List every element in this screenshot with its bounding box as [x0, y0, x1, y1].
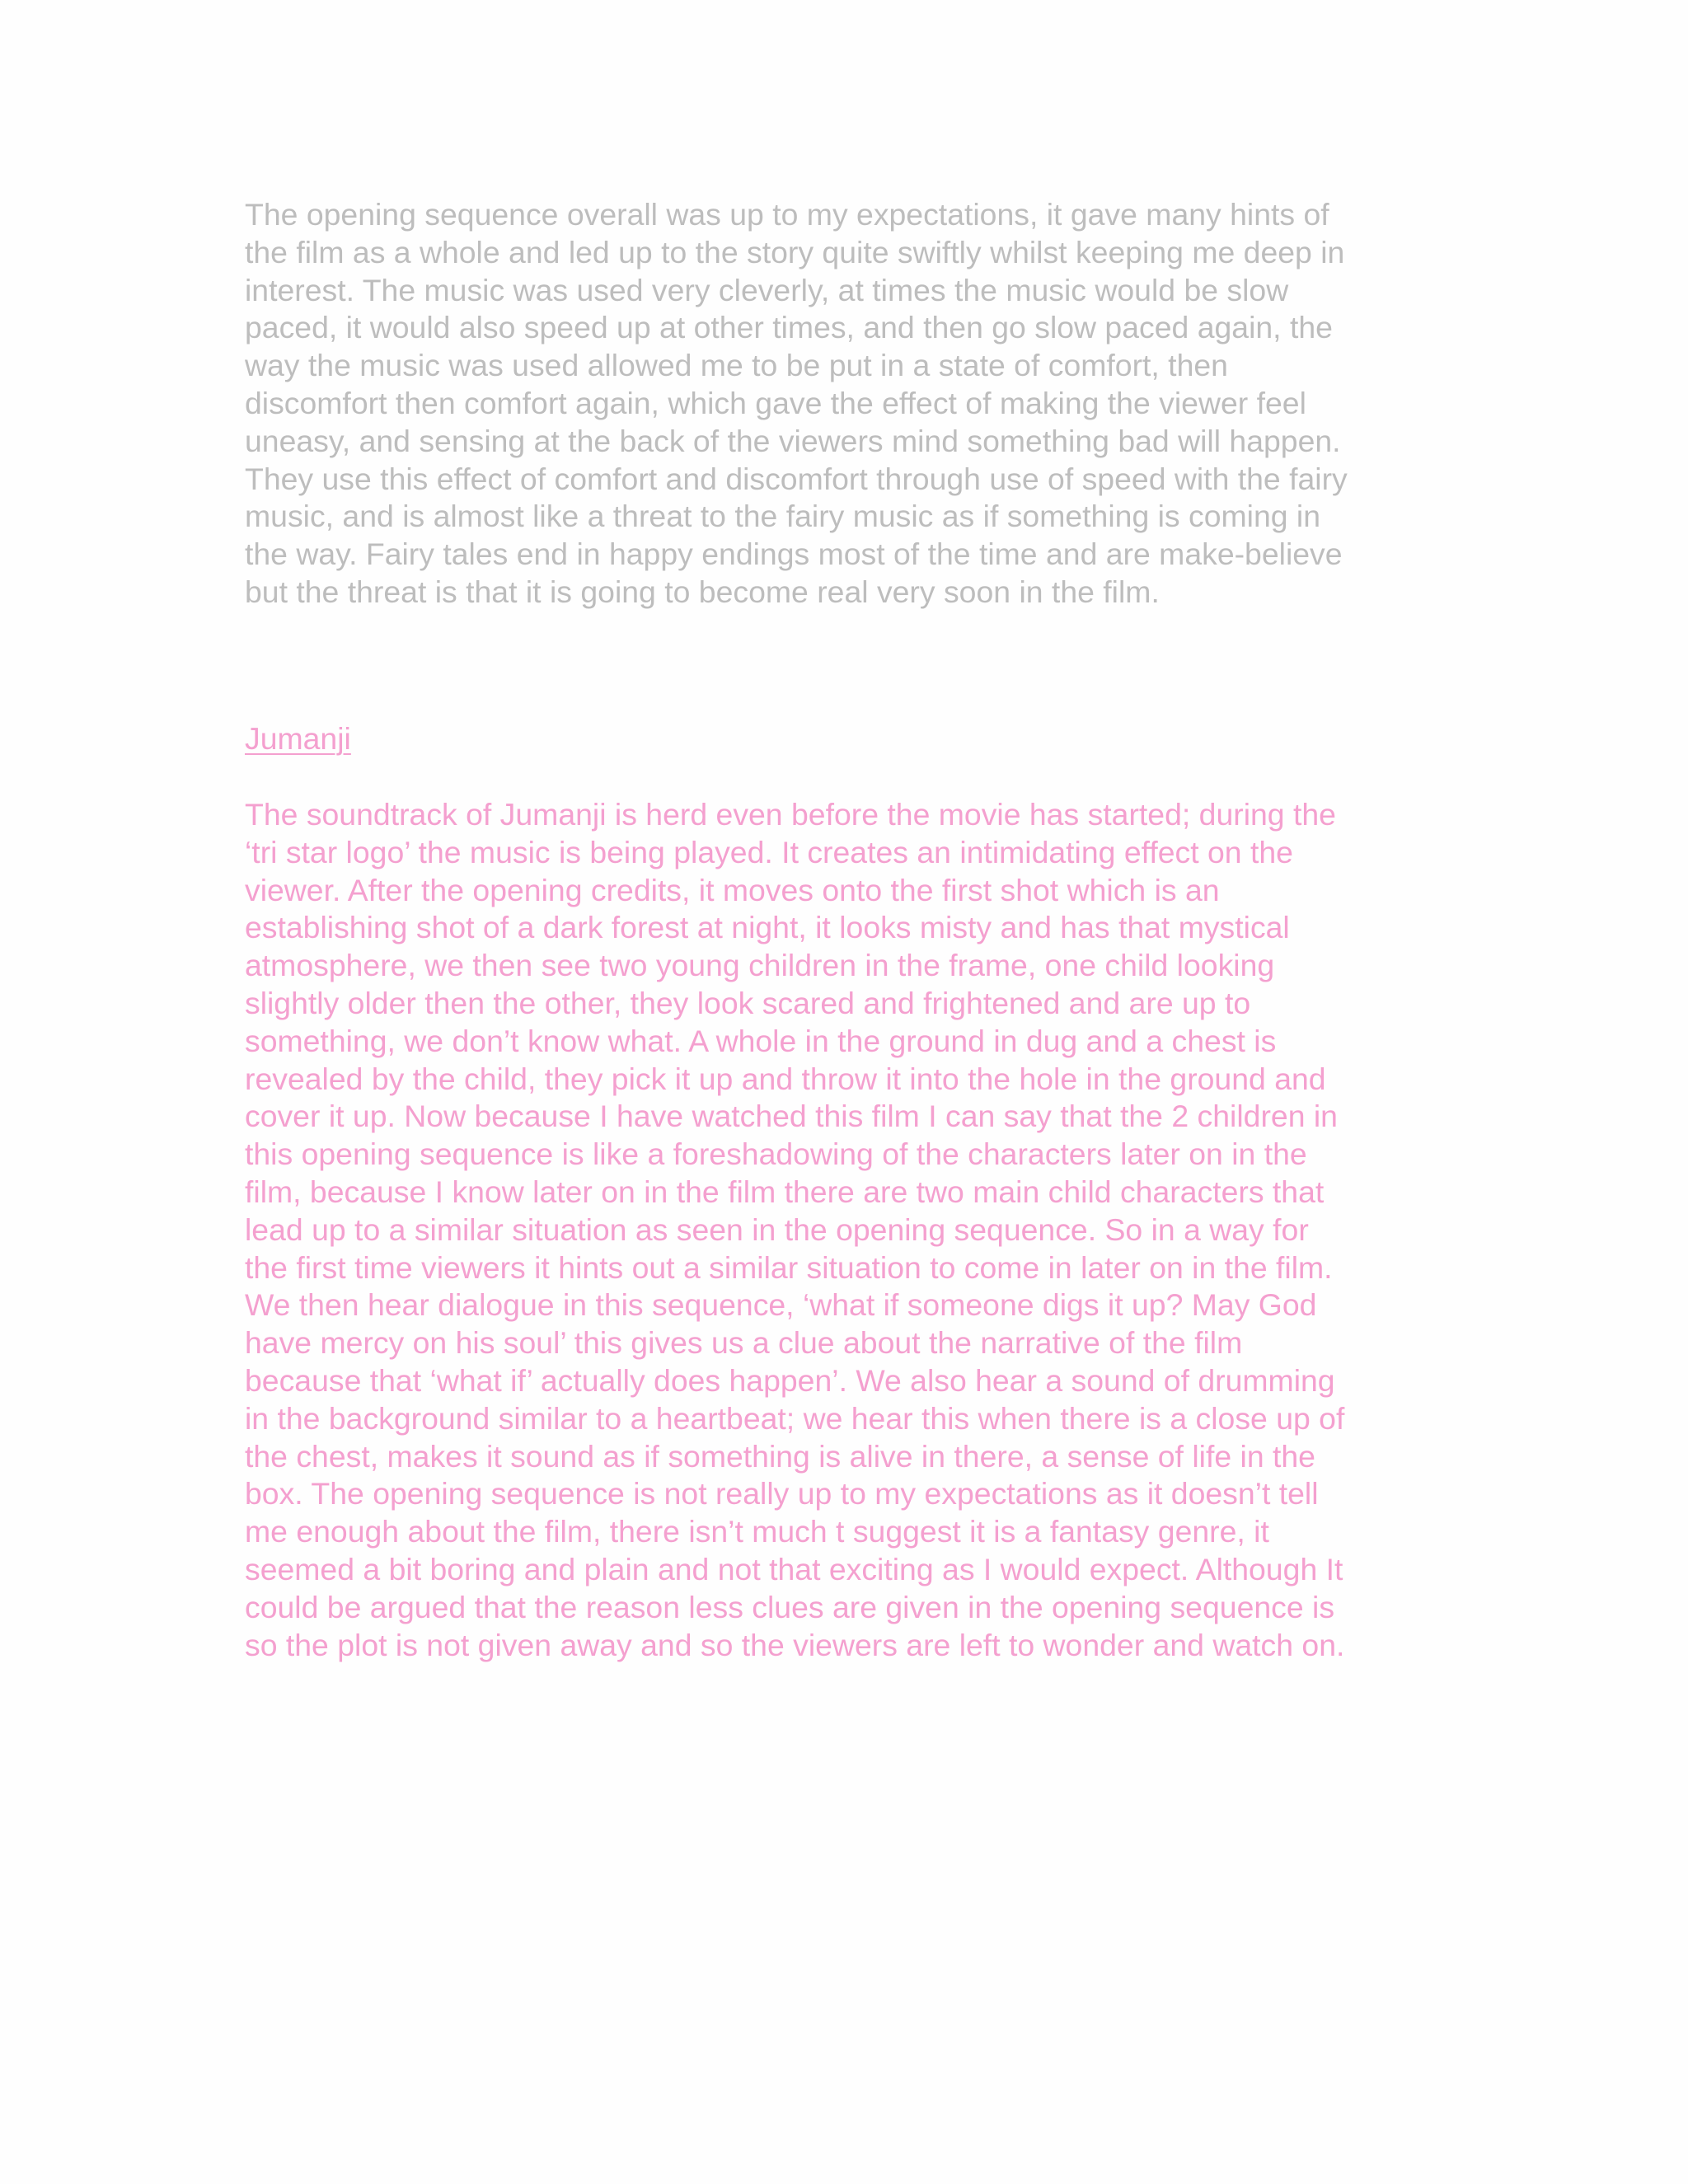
- opening-sequence-paragraph: The opening sequence overall was up to my expectations, it gave many hints of the film as a whole and led up to the story quite swiftly whilst keeping me deep in interest. The music was used very cleverly, at times the music would be slow paced, it would also speed up at other times, and then go slow paced again, the way the music was used allowed me to be put in a state of comfort, then discomfort then comfort again, which gave the effect of making the viewer feel uneasy, and sensing at the back of the viewers mind something bad will happen. They use this effect of comfort and discomfort through use of speed with the fairy music, and is almost like a threat to the fairy music as if something is coming in the way. Fairy tales end in happy endings most of the time and are make-believe but the threat is that it is going to become real very soon in the film.: [245, 197, 1348, 609]
- jumanji-heading: Jumanji: [245, 721, 351, 756]
- jumanji-paragraph: The soundtrack of Jumanji is herd even before the movie has started; during the ‘tri star logo’ the music is being played. It creates an intimidating effect on the viewer. After the opening credits, it moves onto the first shot which is an establishing shot of a dark forest at night, it looks misty and has that mystical atmosphere, we then see two young children in the frame, one child looking slightly older then the other, they look scared and frightened and are up to something, we don’t know what. A whole in the ground in dug and a chest is revealed by the child, they pick it up and throw it into the hole in the ground and cover it up. Now because I have watched this film I can say that the 2 children in this opening sequence is like a foreshadowing of the characters later on in the film, because I know later on in the film there are two main child characters that lead up to a similar situation as seen in the opening sequence. So in a way for the first time viewers it hints out a similar situation to come in later on in the film. We then hear dialogue in this sequence, ‘what if someone digs it up? May God have mercy on his soul’ this gives us a clue about the narrative of the film because that ‘what if’ actually does happen’. We also hear a sound of drumming in the background similar to a heartbeat; we hear this when there is a close up of the chest, makes it sound as if something is alive in there, a sense of life in the box. The opening sequence is not really up to my expectations as it doesn’t tell me enough about the film, there isn’t much t suggest it is a fantasy genre, it seemed a bit boring and plain and not that exciting as I would expect. Although It could be argued that the reason less clues are given in the opening sequence is so the plot is not given away and so the viewers are left to wonder and watch on.: [245, 797, 1345, 1662]
